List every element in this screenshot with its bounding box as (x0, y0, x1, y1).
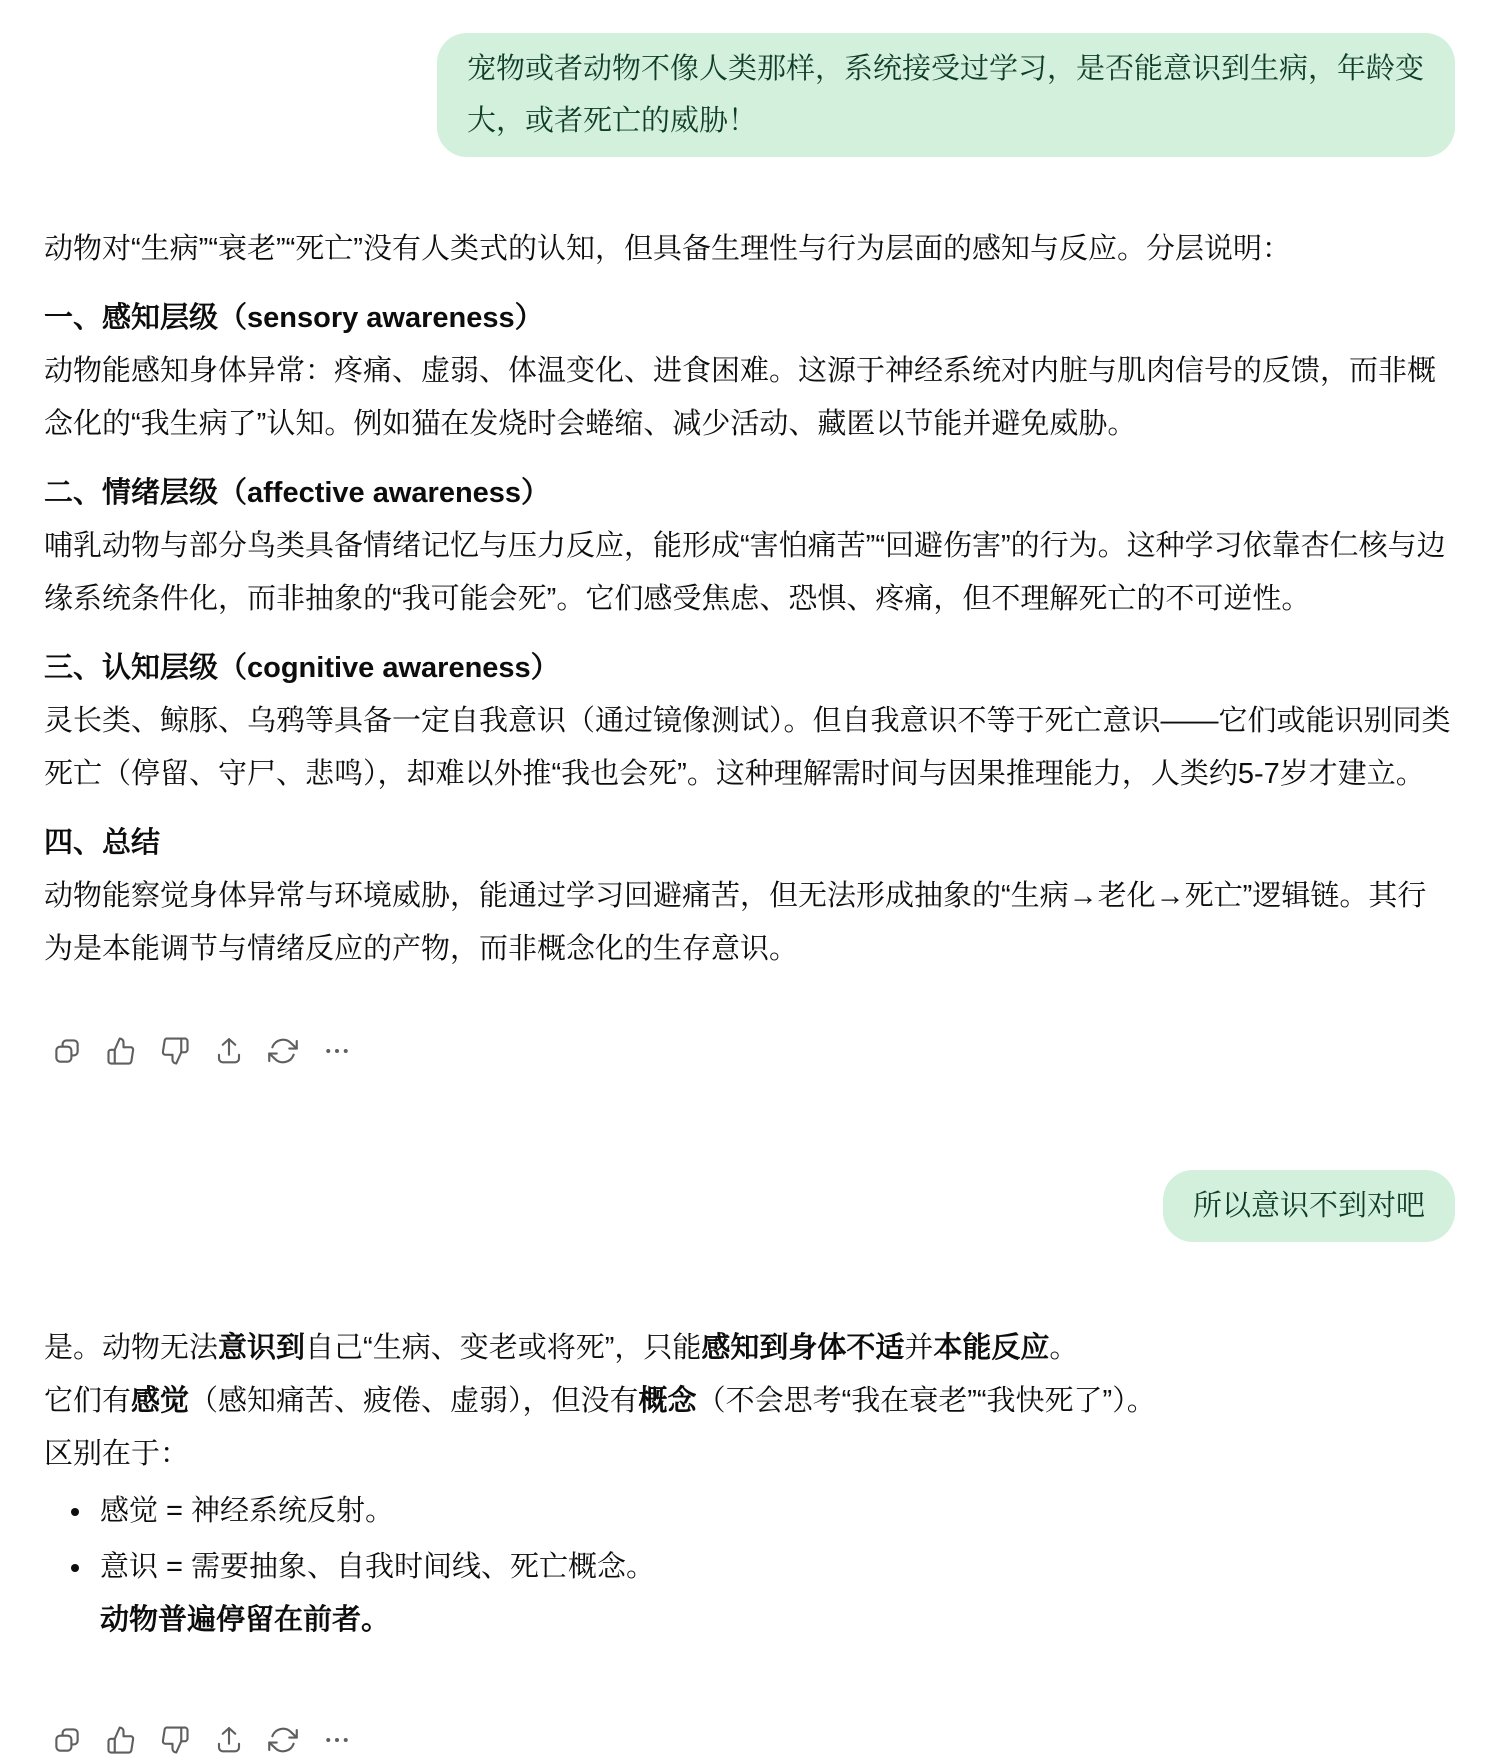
thumbs-down-icon[interactable] (160, 1036, 190, 1066)
section-heading-sensory: 一、感知层级（sensory awareness） (44, 302, 544, 334)
user-message-row-1 (44, 33, 1455, 157)
copy-icon[interactable] (52, 1725, 82, 1755)
answer-line-1: 是。动物无法意识到自己“生病、变老或将死”，只能感知到身体不适并本能反应。 (44, 1332, 1079, 1364)
answer-line-2: 它们有感觉（感知痛苦、疲倦、虚弱），但没有概念（不会思考“我在衰老”“我快死了”）。 (44, 1385, 1156, 1417)
regenerate-icon[interactable] (268, 1725, 298, 1755)
more-options-icon[interactable] (322, 1725, 352, 1755)
answer-line-3: 区别在于： (44, 1438, 190, 1470)
regenerate-icon[interactable] (268, 1036, 298, 1066)
message-actions-row-1 (52, 1036, 1455, 1066)
section-heading-affective: 二、情绪层级（affective awareness） (44, 477, 551, 509)
list-continuation: 动物普遍停留在前者。 (100, 1604, 391, 1636)
list-item: 意识 = 需要抽象、自我时间线、死亡概念。 (44, 1541, 1455, 1594)
share-icon[interactable] (214, 1725, 244, 1755)
assistant-message-1 (44, 223, 1455, 1066)
section-heading-cognitive: 三、认知层级（cognitive awareness） (44, 652, 560, 684)
user-message-bubble-2: 所以意识不到对吧 (1163, 1170, 1455, 1242)
section-body-affective: 哺乳动物与部分鸟类具备情绪记忆与压力反应，能形成“害怕痛苦”“回避伤害”的行为。这种学习依靠杏仁核与边缘系统条件化，而非抽象的“我可能会死”。它们感受焦虑、恐惧、疼痛，但不理解死亡的不可逆性。 (44, 530, 1446, 615)
section-body-cognitive: 灵长类、鲸豚、乌鸦等具备一定自我意识（通过镜像测试）。但自我意识不等于死亡意识——它们或能识别同类死亡（停留、守尸、悲鸣），却难以外推“我也会死”。这种理解需时间与因果推理能力，人类约5-7岁才建立。 (44, 705, 1451, 790)
section-body-sensory: 动物能感知身体异常：疼痛、虚弱、体温变化、进食困难。这源于神经系统对内脏与肌肉信号的反馈，而非概念化的“我生病了”认知。例如猫在发烧时会蜷缩、减少活动、藏匿以节能并避免威胁。 (44, 355, 1437, 440)
section-body-summary: 动物能察觉身体异常与环境威胁，能通过学习回避痛苦，但无法形成抽象的“生病→老化→死亡”逻辑链。其行为是本能调节与情绪反应的产物，而非概念化的生存意识。 (44, 880, 1427, 965)
user-message-bubble-1: 宠物或者动物不像人类那样，系统接受过学习，是否能意识到生病，年龄变大，或者死亡的威胁！ (437, 33, 1455, 157)
section-heading-summary: 四、总结 (44, 827, 161, 859)
assistant-intro: 动物对“生病”“衰老”“死亡”没有人类式的认知，但具备生理性与行为层面的感知与反应。分层说明： (44, 233, 1291, 265)
thumbs-down-icon[interactable] (160, 1725, 190, 1755)
copy-icon[interactable] (52, 1036, 82, 1066)
thumbs-up-icon[interactable] (106, 1036, 136, 1066)
share-icon[interactable] (214, 1036, 244, 1066)
assistant-message-2 (44, 1322, 1455, 1647)
difference-list (44, 1485, 1455, 1594)
user-message-row-2 (44, 1170, 1455, 1242)
list-item: 感觉 = 神经系统反射。 (44, 1485, 1455, 1538)
thumbs-up-icon[interactable] (106, 1725, 136, 1755)
chat-thread (0, 33, 1499, 1647)
message-actions-row-2 (52, 1725, 352, 1755)
more-options-icon[interactable] (322, 1036, 352, 1066)
